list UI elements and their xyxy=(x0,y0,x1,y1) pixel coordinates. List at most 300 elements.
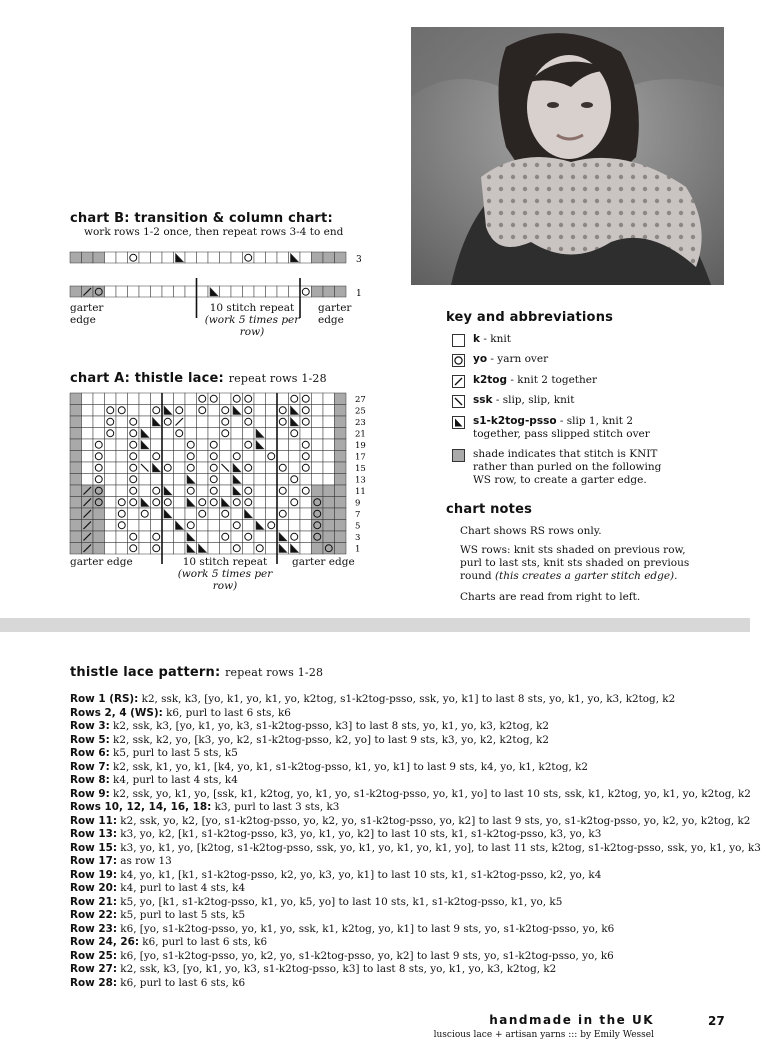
pattern-row-text: k3, purl to last 3 sts, k3 xyxy=(211,801,340,813)
stitch-cell xyxy=(335,474,347,486)
stitch-cell xyxy=(312,405,324,417)
stitch-cell xyxy=(243,531,255,543)
stitch-cell xyxy=(105,462,117,474)
stitch-cell xyxy=(197,508,209,520)
stitch-cell xyxy=(289,474,301,486)
stitch-cell xyxy=(300,531,312,543)
stitch-cell xyxy=(139,520,151,532)
stitch-cell xyxy=(162,462,174,474)
stitch-cell xyxy=(208,416,220,428)
stitch-cell xyxy=(185,485,197,497)
pattern-row-text: k2, ssk, yo, k2, [yo, s1-k2tog-psso, yo, k2, yo, s1-k2tog-psso, yo, k2] to last 9 sts, yo, s1-k2tog-psso, yo, k2, yo, k2tog, k2 xyxy=(116,814,751,827)
stitch-cell xyxy=(185,520,197,532)
stitch-cell xyxy=(323,485,335,497)
stitch-cell xyxy=(70,405,82,417)
stitch-cell xyxy=(185,286,197,297)
stitch-cell xyxy=(243,451,255,463)
stitch-cell xyxy=(300,416,312,428)
stitch-cell xyxy=(220,252,232,263)
pattern-row xyxy=(70,801,730,815)
stitch-cell xyxy=(185,462,197,474)
stitch-cell xyxy=(312,462,324,474)
stitch-cell xyxy=(151,286,163,297)
pattern-row-label: Row 8: xyxy=(70,774,110,786)
stitch-cell xyxy=(277,474,289,486)
stitch-cell xyxy=(208,485,220,497)
stitch-cell xyxy=(70,252,82,263)
stitch-cell xyxy=(220,543,232,555)
notes-p3: Charts are read from right to left. xyxy=(460,591,641,603)
stitch-cell xyxy=(93,543,105,555)
stitch-cell xyxy=(254,462,266,474)
pattern-row-label: Row 5: xyxy=(70,733,110,746)
pattern-row-label: Row 15: xyxy=(70,841,117,854)
pattern-row-label: Row 19: xyxy=(70,868,117,881)
stitch-cell xyxy=(116,508,128,520)
stitch-cell xyxy=(139,485,151,497)
stitch-cell xyxy=(139,531,151,543)
stitch-cell xyxy=(266,485,278,497)
chart-a-row-label: 17 xyxy=(355,452,366,463)
stitch-cell xyxy=(174,543,186,555)
pattern-row xyxy=(70,896,730,910)
pattern-row-text: k6, [yo, s1-k2tog-psso, yo, k1, yo, ssk, k1, k2tog, yo, k1] to last 9 sts, yo, s1-k2tog-psso, yo, k6 xyxy=(116,922,615,935)
stitch-cell xyxy=(208,497,220,509)
stitch-cell xyxy=(243,405,255,417)
stitch-cell xyxy=(254,416,266,428)
pattern-row-label: Row 7: xyxy=(70,760,110,773)
stitch-cell xyxy=(208,508,220,520)
pattern-row-text: k2, ssk, yo, k1, yo, [ssk, k1, k2tog, yo, k1, yo, s1-k2tog-psso, yo, k1, yo] to last 10 sts, ssk, k1, k2tog, yo, k1, yo, k2tog, k2 xyxy=(109,787,751,800)
stitch-cell xyxy=(266,520,278,532)
pattern-row-label: Row 28: xyxy=(70,976,117,989)
stitch-cell xyxy=(174,508,186,520)
stitch-cell xyxy=(335,252,347,263)
pattern-row-label: Row 27: xyxy=(70,963,117,975)
stitch-cell xyxy=(208,543,220,555)
stitch-cell xyxy=(220,405,232,417)
stitch-cell xyxy=(116,393,128,405)
pattern-row-label: Row 13: xyxy=(70,828,117,840)
stitch-cell xyxy=(243,520,255,532)
stitch-cell xyxy=(70,428,82,440)
stitch-cell xyxy=(220,520,232,532)
chart-notes xyxy=(460,525,710,610)
pattern-row-label: Row 6: xyxy=(70,747,110,759)
stitch-cell xyxy=(289,485,301,497)
chart-b-row-label-3: 3 xyxy=(356,255,362,265)
stitch-cell xyxy=(82,393,94,405)
stitch-cell xyxy=(323,543,335,555)
chart-b-repeat: 10 stitch repeat (work 5 times per row) xyxy=(204,302,300,338)
pattern-row-label: Row 9: xyxy=(70,787,110,800)
stitch-cell xyxy=(105,439,117,451)
pattern-row xyxy=(70,720,730,734)
stitch-cell xyxy=(162,428,174,440)
portrait-illustration xyxy=(411,27,724,285)
stitch-cell xyxy=(174,405,186,417)
stitch-cell xyxy=(185,393,197,405)
stitch-cell xyxy=(197,497,209,509)
stitch-cell xyxy=(185,439,197,451)
stitch-cell xyxy=(289,520,301,532)
stitch-cell xyxy=(128,462,140,474)
stitch-cell xyxy=(266,531,278,543)
stitch-cell xyxy=(82,439,94,451)
stitch-cell xyxy=(162,474,174,486)
stitch-cell xyxy=(323,405,335,417)
stitch-cell xyxy=(277,405,289,417)
stitch-cell xyxy=(116,439,128,451)
stitch-cell xyxy=(82,428,94,440)
stitch-cell xyxy=(254,531,266,543)
pattern-row-label: Row 25: xyxy=(70,949,117,962)
stitch-cell xyxy=(174,451,186,463)
stitch-cell xyxy=(70,416,82,428)
stitch-cell xyxy=(185,508,197,520)
chart-a-garter-left: garter edge xyxy=(70,556,133,568)
stitch-cell xyxy=(116,485,128,497)
stitch-cell xyxy=(174,485,186,497)
stitch-cell xyxy=(174,462,186,474)
stitch-cell xyxy=(139,508,151,520)
stitch-cell xyxy=(220,428,232,440)
stitch-cell xyxy=(220,286,232,297)
stitch-cell xyxy=(231,520,243,532)
chart-a-garter-right: garter edge xyxy=(292,556,355,568)
stitch-cell xyxy=(197,416,209,428)
stitch-cell xyxy=(116,416,128,428)
stitch-cell xyxy=(254,508,266,520)
stitch-cell xyxy=(323,451,335,463)
stitch-cell xyxy=(93,508,105,520)
stitch-cell xyxy=(266,439,278,451)
stitch-cell xyxy=(208,405,220,417)
stitch-cell xyxy=(266,252,278,263)
s1-k2tog-psso-triangle-icon xyxy=(452,416,465,429)
stitch-cell xyxy=(323,497,335,509)
stitch-cell xyxy=(116,474,128,486)
stitch-cell xyxy=(105,474,117,486)
stitch-cell xyxy=(300,520,312,532)
stitch-cell xyxy=(93,416,105,428)
stitch-cell xyxy=(208,393,220,405)
notes-title: chart notes xyxy=(446,502,533,517)
stitch-cell xyxy=(277,497,289,509)
chart-b-title: chart B: transition & column chart: xyxy=(70,211,333,226)
stitch-cell xyxy=(335,462,347,474)
stitch-cell xyxy=(335,497,347,509)
key-item-ssk: ssk - slip, slip, knit xyxy=(452,394,683,408)
stitch-cell xyxy=(128,439,140,451)
stitch-cell xyxy=(151,439,163,451)
stitch-cell xyxy=(105,416,117,428)
notes-p1: Chart shows RS rows only. xyxy=(460,525,602,537)
stitch-cell xyxy=(174,439,186,451)
pattern-row-text: k2, ssk, k3, [yo, k1, yo, k3, s1-k2tog-psso, k3] to last 8 sts, yo, k1, yo, k3, k2tog, k2 xyxy=(116,963,557,975)
pattern-row xyxy=(70,828,730,842)
stitch-cell xyxy=(185,451,197,463)
pattern-row xyxy=(70,963,730,977)
stitch-cell xyxy=(185,252,197,263)
stitch-cell xyxy=(243,485,255,497)
stitch-cell xyxy=(116,520,128,532)
pattern-row-text: k5, purl to last 5 sts, k5 xyxy=(116,909,246,921)
stitch-cell xyxy=(312,520,324,532)
stitch-cell xyxy=(185,405,197,417)
stitch-cell xyxy=(289,451,301,463)
pattern-row-text: k2, ssk, k1, yo, k1, [k4, yo, k1, s1-k2tog-psso, k1, yo, k1] to last 9 sts, k4, yo, k1, k2tog, k2 xyxy=(109,760,589,773)
stitch-cell xyxy=(277,286,289,297)
stitch-cell xyxy=(277,428,289,440)
pattern-row xyxy=(70,909,730,923)
pattern-row xyxy=(70,936,730,950)
stitch-cell xyxy=(335,508,347,520)
stitch-cell xyxy=(266,474,278,486)
stitch-cell xyxy=(266,462,278,474)
stitch-cell xyxy=(335,520,347,532)
pattern-row-label: Rows 10, 12, 14, 16, 18: xyxy=(70,801,212,813)
chart-a-row-label: 13 xyxy=(355,475,366,486)
stitch-cell xyxy=(93,474,105,486)
stitch-cell xyxy=(266,405,278,417)
stitch-cell xyxy=(116,428,128,440)
stitch-cell xyxy=(300,474,312,486)
key-item-shade: shade indicates that stitch is KNIT rather than purled on the following WS row, to create a garter edge. xyxy=(452,448,673,487)
stitch-cell xyxy=(162,252,174,263)
stitch-cell xyxy=(277,485,289,497)
stitch-cell xyxy=(220,416,232,428)
stitch-cell xyxy=(93,485,105,497)
stitch-cell xyxy=(162,393,174,405)
chart-a-row-label: 21 xyxy=(355,429,366,440)
stitch-cell xyxy=(277,451,289,463)
chart-a-row-label: 19 xyxy=(355,441,366,451)
stitch-cell xyxy=(220,485,232,497)
stitch-cell xyxy=(93,393,105,405)
pattern-row-label: Row 11: xyxy=(70,814,117,827)
stitch-cell xyxy=(208,474,220,486)
stitch-cell xyxy=(151,508,163,520)
stitch-cell xyxy=(151,451,163,463)
pattern-row xyxy=(70,707,730,721)
stitch-cell xyxy=(300,462,312,474)
stitch-cell xyxy=(139,393,151,405)
stitch-cell xyxy=(139,474,151,486)
stitch-cell xyxy=(197,474,209,486)
stitch-cell xyxy=(128,286,140,297)
stitch-cell xyxy=(116,451,128,463)
pattern-row-label: Row 17: xyxy=(70,855,117,867)
stitch-cell xyxy=(312,497,324,509)
stitch-cell xyxy=(151,485,163,497)
chart-b-garter-right: garter edge xyxy=(318,302,352,326)
pattern-row xyxy=(70,761,730,775)
stitch-cell xyxy=(312,531,324,543)
pattern-row-text: k5, purl to last 5 sts, k5 xyxy=(109,747,238,759)
portrait-photo xyxy=(411,27,724,285)
chart-a-row-label: 9 xyxy=(355,498,361,509)
stitch-cell xyxy=(243,286,255,297)
pattern-row-text: k6, purl to last 6 sts, k6 xyxy=(139,936,268,948)
stitch-cell xyxy=(70,474,82,486)
stitch-cell xyxy=(289,462,301,474)
stitch-cell xyxy=(162,286,174,297)
stitch-cell xyxy=(93,405,105,417)
pattern-row-text: as row 13 xyxy=(116,855,172,867)
pattern-title: thistle lace pattern: repeat rows 1-28 xyxy=(70,665,324,680)
stitch-cell xyxy=(105,393,117,405)
stitch-cell xyxy=(335,531,347,543)
stitch-cell xyxy=(323,520,335,532)
stitch-cell xyxy=(300,252,312,263)
stitch-cell xyxy=(254,405,266,417)
stitch-cell xyxy=(128,485,140,497)
stitch-cell xyxy=(266,497,278,509)
stitch-cell xyxy=(70,286,82,297)
stitch-cell xyxy=(116,543,128,555)
pattern-row-label: Row 3: xyxy=(70,720,110,732)
chart-a-row-label: 3 xyxy=(355,533,361,543)
chart-a-row-label: 23 xyxy=(355,418,366,428)
stitch-cell xyxy=(105,286,117,297)
stitch-cell xyxy=(208,252,220,263)
stitch-cell xyxy=(151,531,163,543)
stitch-cell xyxy=(289,393,301,405)
stitch-cell xyxy=(151,543,163,555)
pattern-row-text: k3, yo, k2, [k1, s1-k2tog-psso, k3, yo, k1, yo, k2] to last 10 sts, k1, s1-k2tog-psso, k3, yo, k3 xyxy=(116,828,602,840)
stitch-cell xyxy=(197,531,209,543)
knit-box-icon xyxy=(452,334,465,347)
pattern-row xyxy=(70,841,761,856)
stitch-cell xyxy=(82,405,94,417)
pattern-row xyxy=(70,787,751,802)
stitch-cell xyxy=(323,508,335,520)
stitch-cell xyxy=(82,474,94,486)
stitch-cell xyxy=(266,543,278,555)
chart-a-grid xyxy=(70,393,370,558)
stitch-cell xyxy=(243,462,255,474)
stitch-cell xyxy=(70,520,82,532)
key-item-k2tog: k2tog - knit 2 together xyxy=(452,374,683,388)
stitch-cell xyxy=(116,531,128,543)
stitch-cell xyxy=(162,543,174,555)
stitch-cell xyxy=(82,451,94,463)
stitch-cell xyxy=(139,543,151,555)
stitch-cell xyxy=(220,451,232,463)
stitch-cell xyxy=(162,416,174,428)
stitch-cell xyxy=(231,416,243,428)
stitch-cell xyxy=(128,543,140,555)
stitch-cell xyxy=(174,497,186,509)
chart-a-row-label: 25 xyxy=(355,406,366,417)
stitch-cell xyxy=(266,286,278,297)
stitch-cell xyxy=(174,428,186,440)
stitch-cell xyxy=(335,416,347,428)
stitch-cell xyxy=(231,543,243,555)
stitch-cell xyxy=(312,451,324,463)
pattern-rows xyxy=(70,693,761,990)
stitch-cell xyxy=(197,462,209,474)
stitch-cell xyxy=(162,439,174,451)
stitch-cell xyxy=(128,520,140,532)
stitch-cell xyxy=(105,451,117,463)
stitch-cell xyxy=(174,531,186,543)
stitch-cell xyxy=(277,520,289,532)
stitch-cell xyxy=(335,543,347,555)
stitch-cell xyxy=(300,497,312,509)
stitch-cell xyxy=(128,393,140,405)
stitch-cell xyxy=(231,286,243,297)
stitch-cell xyxy=(266,393,278,405)
stitch-cell xyxy=(139,405,151,417)
stitch-cell xyxy=(93,451,105,463)
stitch-cell xyxy=(162,497,174,509)
stitch-cell xyxy=(243,474,255,486)
stitch-cell xyxy=(208,520,220,532)
stitch-cell xyxy=(335,451,347,463)
stitch-cell xyxy=(116,462,128,474)
stitch-cell xyxy=(231,451,243,463)
stitch-cell xyxy=(323,439,335,451)
pattern-row-text: k6, purl to last 6 sts, k6 xyxy=(116,976,246,989)
stitch-cell xyxy=(70,451,82,463)
stitch-cell xyxy=(300,439,312,451)
pattern-row-label: Row 22: xyxy=(70,909,117,921)
stitch-cell xyxy=(323,428,335,440)
key-item-knit: k - knit xyxy=(452,333,683,347)
pattern-row xyxy=(70,869,730,883)
stitch-cell xyxy=(185,428,197,440)
stitch-cell xyxy=(197,451,209,463)
stitch-cell xyxy=(93,439,105,451)
stitch-cell xyxy=(93,428,105,440)
stitch-cell xyxy=(162,531,174,543)
stitch-cell xyxy=(266,416,278,428)
stitch-cell xyxy=(312,439,324,451)
pattern-row-text: k2, ssk, k2, yo, [k3, yo, k2, s1-k2tog-psso, k2, yo] to last 9 sts, k3, yo, k2, k2tog, k2 xyxy=(109,733,549,746)
stitch-cell xyxy=(300,508,312,520)
stitch-cell xyxy=(312,393,324,405)
stitch-cell xyxy=(300,451,312,463)
notes-p2-italic: (this creates a garter stitch edge). xyxy=(494,570,678,582)
stitch-cell xyxy=(323,252,335,263)
stitch-cell xyxy=(128,451,140,463)
stitch-cell xyxy=(197,485,209,497)
chart-b-subtitle: work rows 1-2 once, then repeat rows 3-4 to end xyxy=(84,226,344,238)
stitch-cell xyxy=(208,462,220,474)
stitch-cell xyxy=(93,531,105,543)
stitch-cell xyxy=(231,439,243,451)
stitch-cell xyxy=(312,286,324,297)
chart-b-garter-left: garter edge xyxy=(70,302,104,326)
stitch-cell xyxy=(70,393,82,405)
yarn-over-circle-icon xyxy=(452,354,465,367)
key-item-s1-k2tog-psso: s1-k2tog-psso - slip 1, knit 2 together, pass slipped stitch over xyxy=(452,415,683,441)
stitch-cell xyxy=(254,485,266,497)
stitch-cell xyxy=(300,543,312,555)
stitch-cell xyxy=(220,508,232,520)
pattern-row xyxy=(70,814,751,829)
stitch-cell xyxy=(174,474,186,486)
stitch-cell xyxy=(197,520,209,532)
stitch-cell xyxy=(70,485,82,497)
key-item-yo: yo - yarn over xyxy=(452,353,683,367)
stitch-cell xyxy=(151,474,163,486)
stitch-cell xyxy=(335,286,347,297)
chart-a-repeat: 10 stitch repeat (work 5 times per row) xyxy=(177,556,273,592)
stitch-cell xyxy=(197,405,209,417)
